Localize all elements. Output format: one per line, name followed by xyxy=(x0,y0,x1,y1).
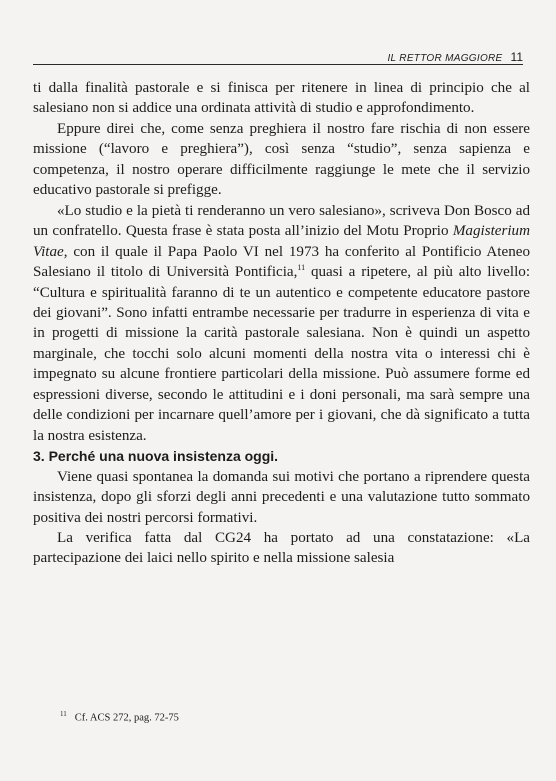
italic-title: Magisterium Vitae xyxy=(33,223,530,260)
paragraph: La verifica fatta dal CG24 ha portato ad una constatazione: «La partecipazione dei laici nello spirito e nella missione salesia xyxy=(33,529,530,567)
paragraph xyxy=(33,201,530,446)
running-title: IL RETTOR MAGGIORE xyxy=(387,53,503,64)
text-run: «Lo studio e la pietà ti renderanno un vero salesiano», scriveva Don Bosco ad un confratello. Questa frase è stata posta all’inizio del Motu Proprio xyxy=(33,202,530,240)
footnote xyxy=(60,710,179,724)
body-text xyxy=(33,78,530,569)
header-rule xyxy=(33,64,523,65)
page-number: 11 xyxy=(510,50,523,64)
paragraph: ti dalla finalità pastorale e si finisca per ritenere in linea di principio che al salesiano non si addice una ordinata attività di studio e approfondimento. xyxy=(33,80,530,117)
paragraph: Eppure direi che, come senza preghiera il nostro fare rischia di non essere missione (“lavoro e preghiera”), così senza “studio”, senza sapienza e competenza, il nostro operare difficilmente raggiunge le mete che il servizio educativo pastorale si prefigge. xyxy=(33,120,530,199)
section-heading: 3. Perché una nuova insistenza oggi. xyxy=(33,448,279,465)
text-run: quasi a ripetere, al più alto livello: “Cultura e spiritualità faranno di te un autentico e competente educatore pastore dei giovani”. Sono infatti entrambe necessarie per tradurre in esperienza di vita e in progetti di missione la carità pastorale salesiana. Non è quindi un aspetto marginale, che tocchi solo alcuni momenti della nostra vita o interessi chi è impegnato su alcune frontiere particolari della missione. Può assumere forme ed espressioni diverse, secondo le attitudini e i doni personali, ma sarà sempre una delle condizioni per incarnare quell’amore per i giovani, che dà significato a tutta la nostra esistenza. xyxy=(33,264,531,444)
footnote-number: 11 xyxy=(60,710,67,718)
text-run: , con il quale il Papa Paolo VI nel 1973 ha conferito al Pontificio Ateneo Salesiano il titolo di Università Pontificia, xyxy=(33,243,530,281)
running-header xyxy=(33,50,523,64)
footnote-reference: 11 xyxy=(297,263,306,273)
footnote-text: Cf. ACS 272, pag. 72-75 xyxy=(74,712,179,724)
paragraph: Viene quasi spontanea la domanda sui motivi che portano a riprendere questa insistenza, dopo gli sforzi degli anni precedenti e una valutazione tutto sommato positiva dei nostri percorsi formativi. xyxy=(33,468,530,526)
